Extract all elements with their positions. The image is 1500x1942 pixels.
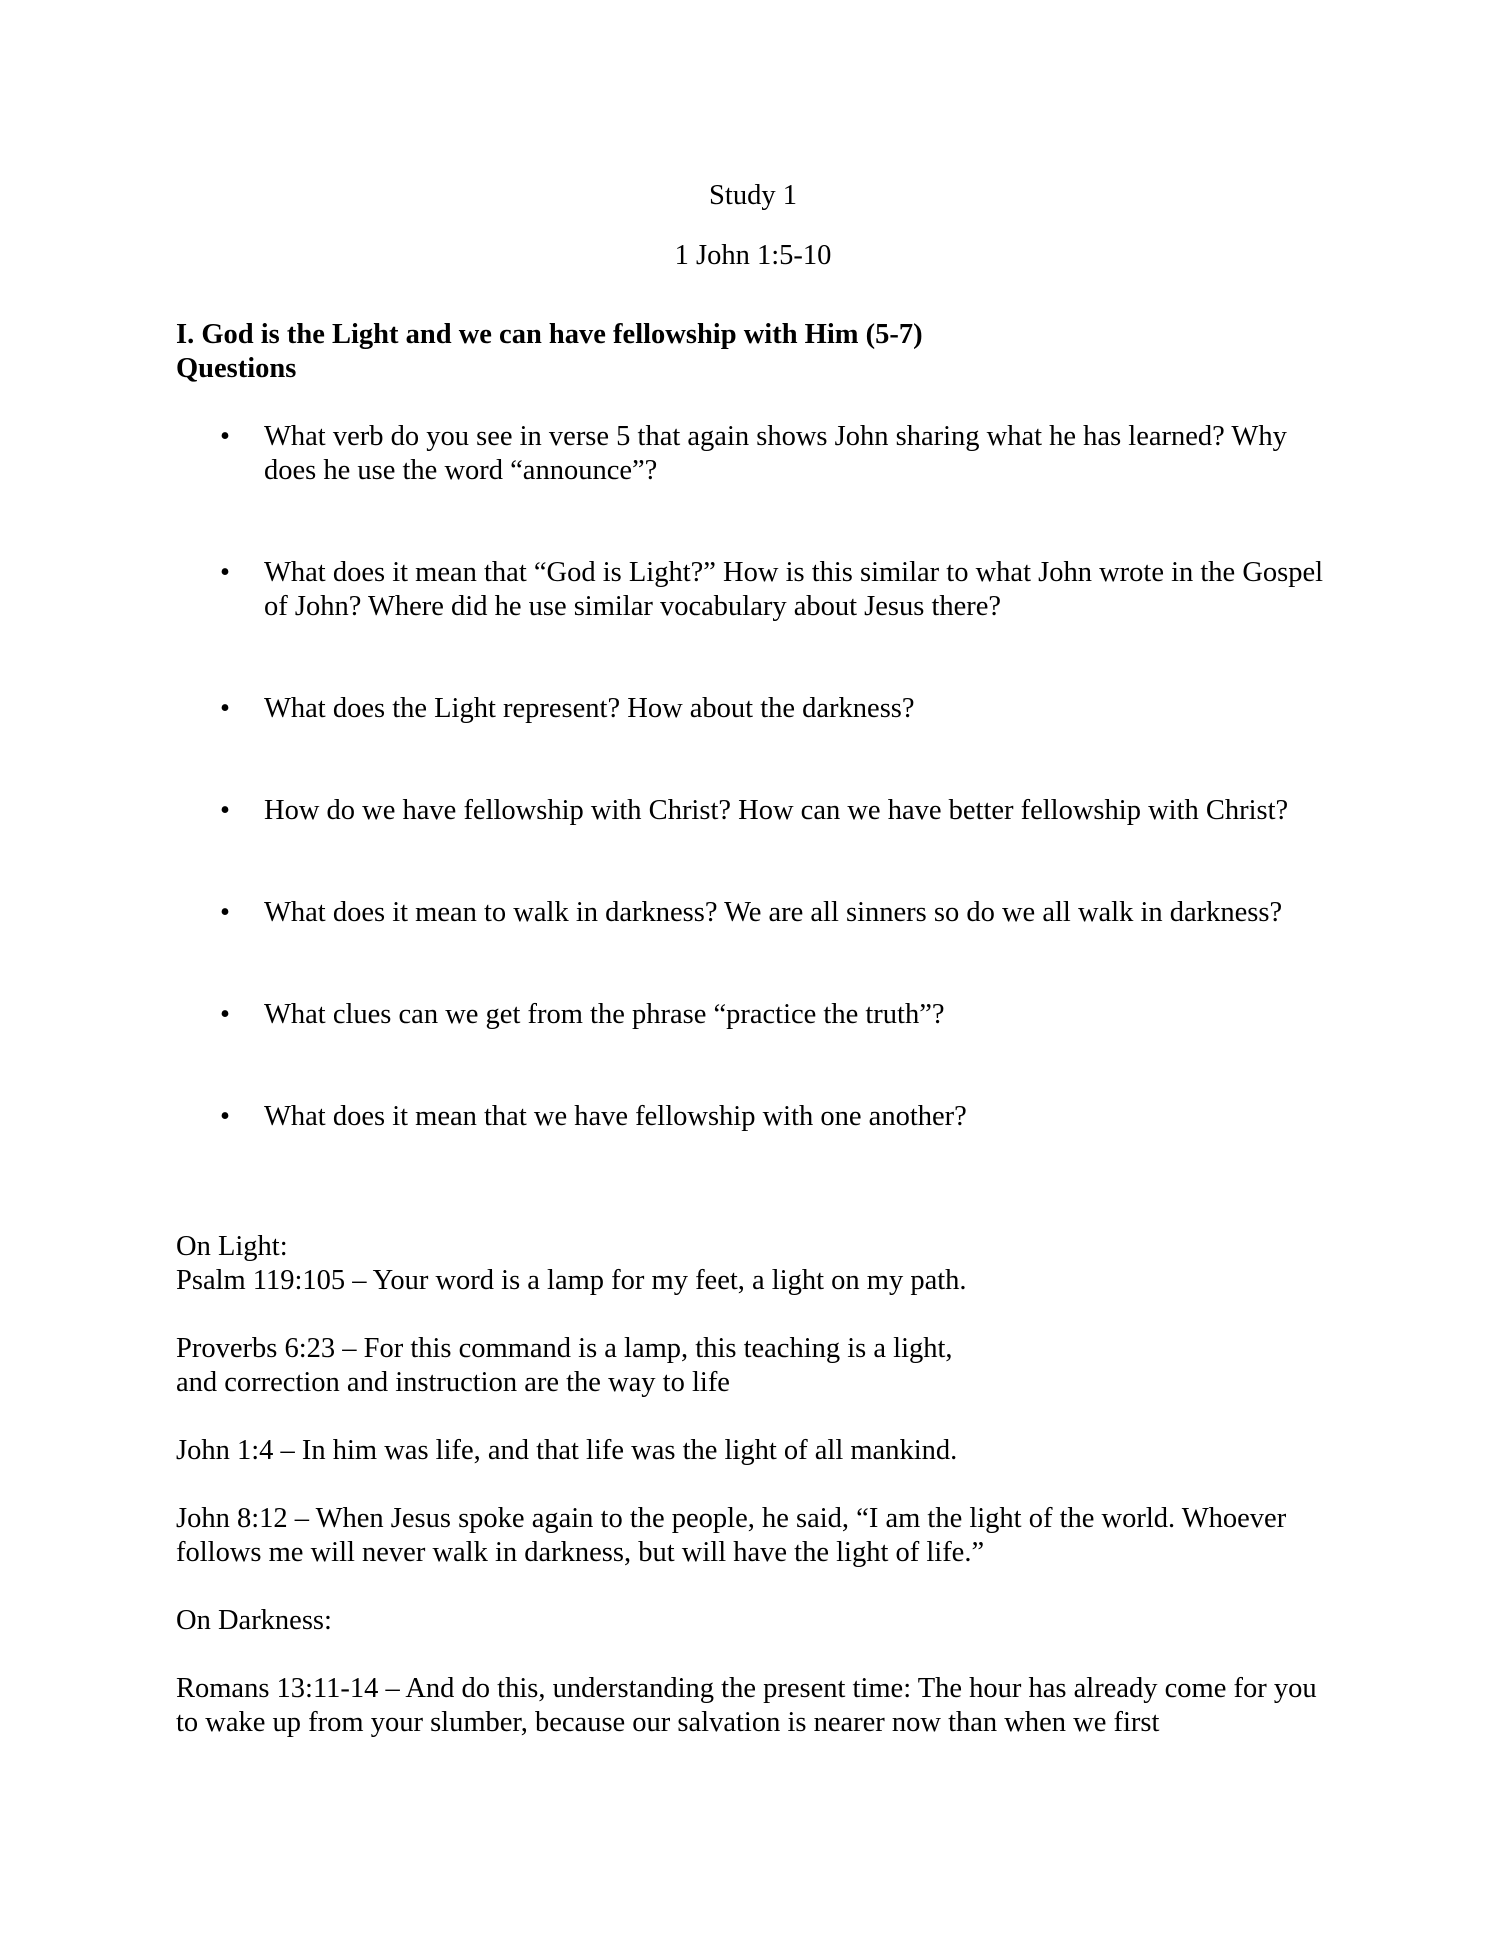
- scripture-on-light: [176, 1230, 1330, 1298]
- question-item: • What verb do you see in verse 5 that again shows John sharing what he has learned? Why does he use the word “announce”?: [176, 420, 1330, 488]
- section-heading-block: [176, 318, 1330, 386]
- doc-title: Study 1: [709, 180, 797, 211]
- scripture-proverbs-6-23-line2: and correction and instruction are the way to life: [176, 1367, 730, 1398]
- scripture-john-8-12: John 8:12 – When Jesus spoke again to the people, he said, “I am the light of the world. Whoever follows me will never walk in darkness, but will have the light of life.”: [176, 1503, 1287, 1568]
- question-item: • What does the Light represent? How about the darkness?: [176, 692, 1330, 726]
- questions-list: [176, 420, 1330, 1134]
- scripture-romans-13-11-14: Romans 13:11-14 – And do this, understanding the present time: The hour has already come for you to wake up from your slumber, because our salvation is nearer now than when we first: [176, 1673, 1317, 1738]
- doc-passage: 1 John 1:5-10: [674, 240, 832, 271]
- scripture-john-1-4: John 1:4 – In him was life, and that life was the light of all mankind.: [176, 1435, 958, 1466]
- on-light-label: On Light:: [176, 1231, 288, 1262]
- questions-label: Questions: [176, 353, 297, 384]
- question-item: • What does it mean that we have fellowship with one another?: [176, 1100, 1330, 1134]
- question-item: • What does it mean that “God is Light?” How is this similar to what John wrote in the Gospel of John? Where did he use similar vocabulary about Jesus there?: [176, 556, 1330, 624]
- question-item: • How do we have fellowship with Christ? How can we have better fellowship with Christ?: [176, 794, 1330, 828]
- scripture-psalm-119-105: Psalm 119:105 – Your word is a lamp for my feet, a light on my path.: [176, 1265, 967, 1296]
- scripture-proverbs-6-23: [176, 1332, 1330, 1400]
- question-item: • What does it mean to walk in darkness? We are all sinners so do we all walk in darkness?: [176, 896, 1330, 930]
- scripture-proverbs-6-23-line1: Proverbs 6:23 – For this command is a lamp, this teaching is a light,: [176, 1333, 953, 1364]
- section-heading: I. God is the Light and we can have fellowship with Him (5-7): [176, 319, 923, 350]
- on-darkness-label: On Darkness:: [176, 1605, 332, 1636]
- question-item: • What clues can we get from the phrase “practice the truth”?: [176, 998, 1330, 1032]
